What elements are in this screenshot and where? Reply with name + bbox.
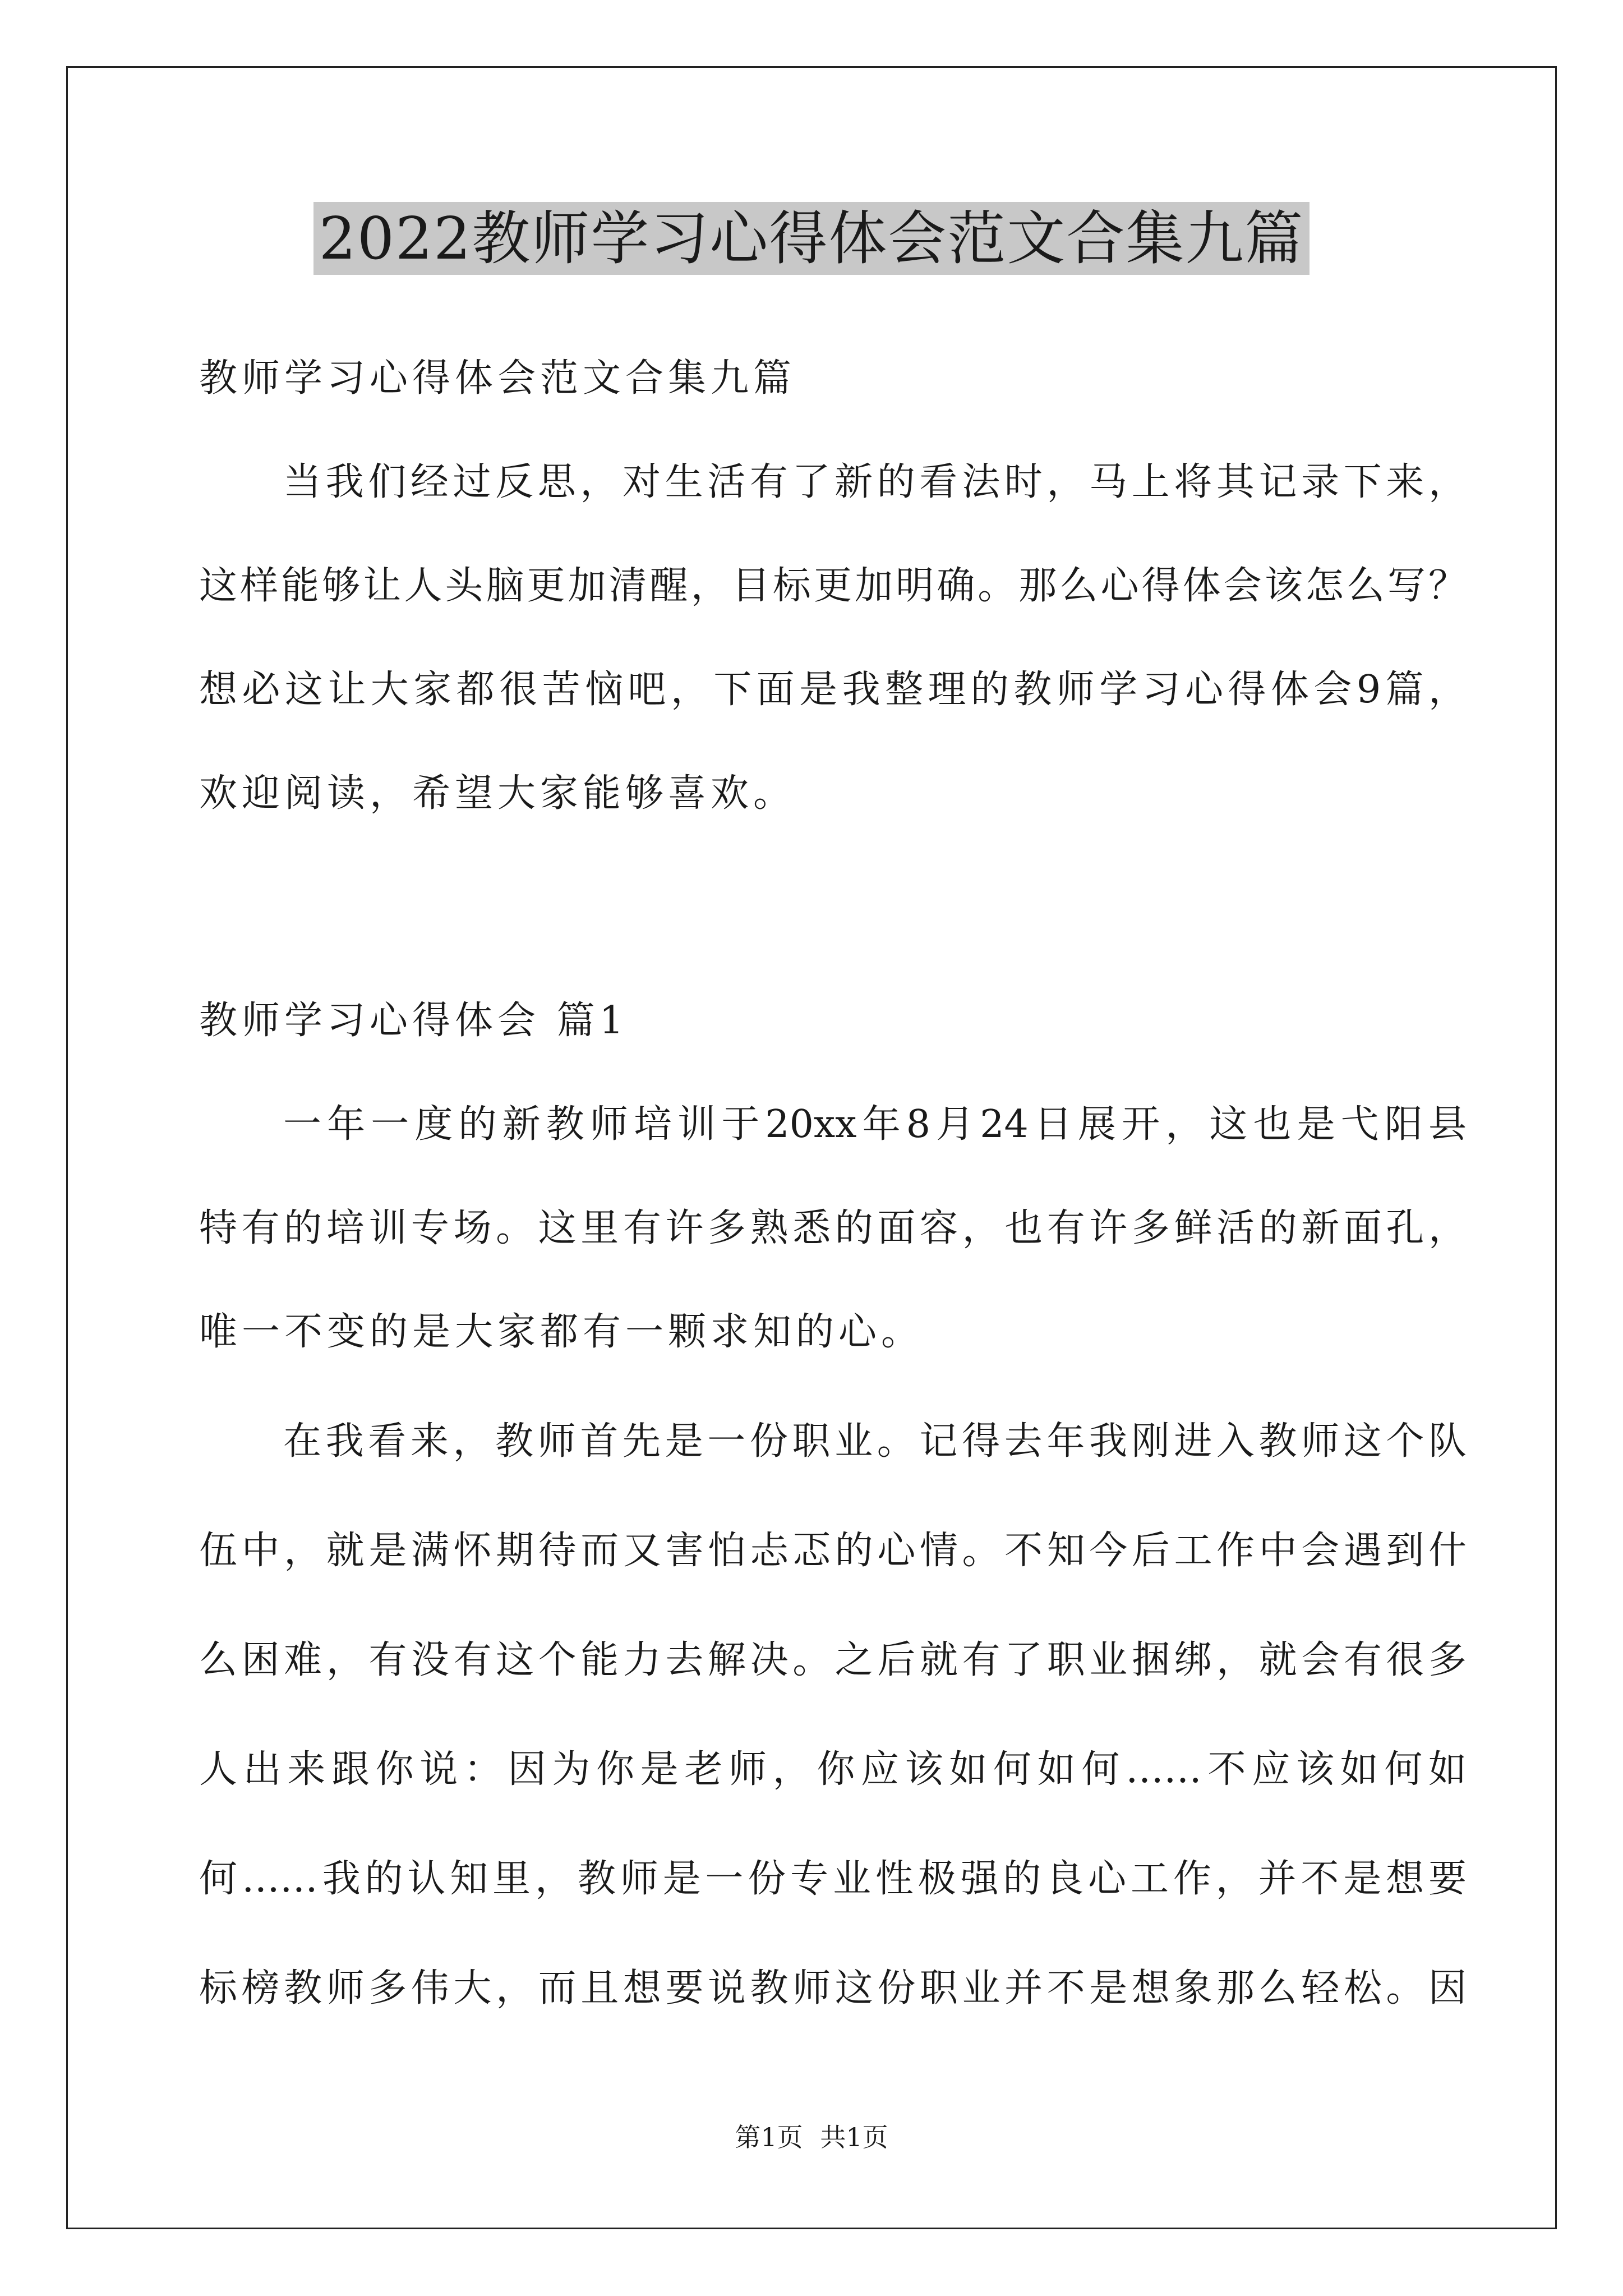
document-subtitle: 教师学习心得体会范文合集九篇 bbox=[199, 356, 796, 401]
page-number: 第1页 bbox=[735, 2122, 803, 2152]
paragraph-line: 何……我的认知里，教师是一份专业性极强的良心工作，并不是想要 bbox=[199, 1857, 1467, 1901]
paragraph-line: 人出来跟你说：因为你是老师，你应该如何如何……不应该如何如 bbox=[199, 1747, 1467, 1792]
paragraph-line: 标榜教师多伟大，而且想要说教师这份职业并不是想象那么轻松。因 bbox=[199, 1966, 1467, 2010]
intro-line: 欢迎阅读，希望大家能够喜欢。 bbox=[199, 771, 796, 816]
section-heading: 教师学习心得体会 篇1 bbox=[199, 999, 628, 1043]
page-footer bbox=[0, 2120, 1623, 2154]
paragraph-line: 唯一不变的是大家都有一颗求知的心。 bbox=[199, 1310, 924, 1354]
document-title-text: 2022教师学习心得体会范文合集九篇 bbox=[313, 202, 1310, 275]
paragraph-line: 么困难，有没有这个能力去解决。之后就有了职业捆绑，就会有很多 bbox=[199, 1638, 1467, 1682]
paragraph-line: 伍中，就是满怀期待而又害怕忐忑的心情。不知今后工作中会遇到什 bbox=[199, 1529, 1467, 1573]
intro-line: 当我们经过反思，对生活有了新的看法时，马上将其记录下来， bbox=[283, 460, 1467, 504]
document-title bbox=[0, 199, 1623, 278]
intro-line: 想必这让大家都很苦恼吧，下面是我整理的教师学习心得体会9篇， bbox=[199, 668, 1467, 712]
page-total: 共1页 bbox=[820, 2122, 888, 2152]
paragraph-line: 在我看来，教师首先是一份职业。记得去年我刚进入教师这个队 bbox=[283, 1419, 1467, 1464]
paragraph-line: 一年一度的新教师培训于20xx年8月24日展开，这也是弋阳县 bbox=[283, 1102, 1467, 1147]
paragraph-line: 特有的培训专场。这里有许多熟悉的面容，也有许多鲜活的新面孔， bbox=[199, 1206, 1467, 1250]
intro-line: 这样能够让人头脑更加清醒，目标更加明确。那么心得体会该怎么写？ bbox=[199, 564, 1467, 608]
